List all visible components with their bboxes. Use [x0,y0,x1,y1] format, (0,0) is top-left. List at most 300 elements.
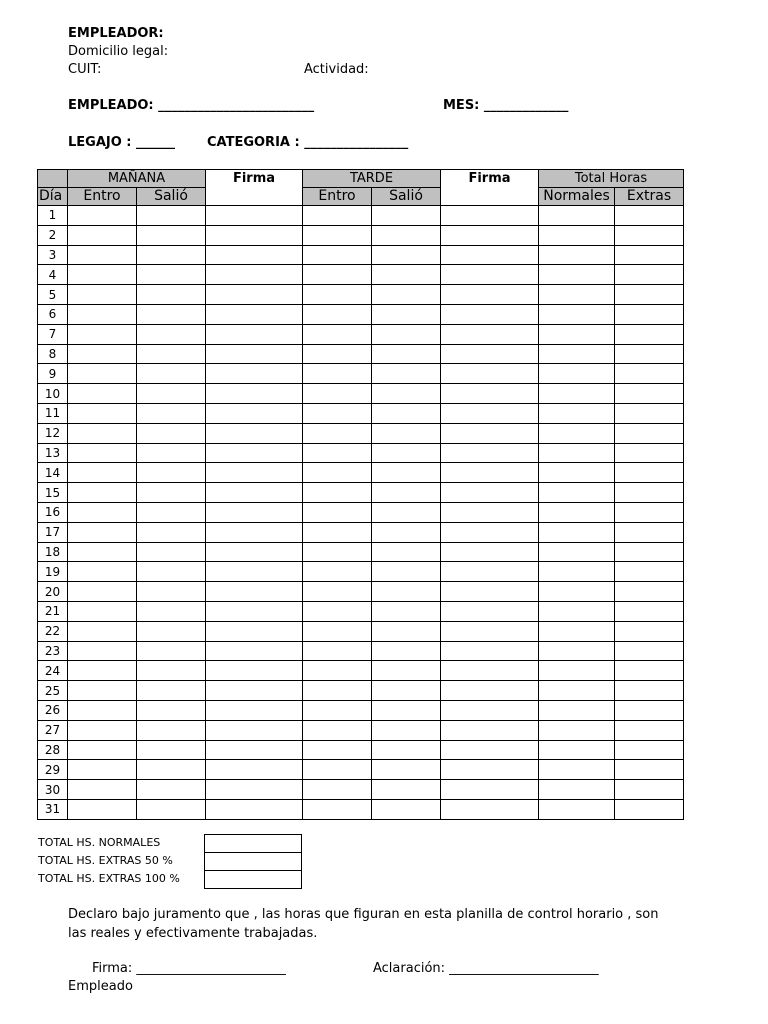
entro-manana-cell[interactable] [68,265,137,285]
salio-tarde-cell[interactable] [372,740,441,760]
entro-tarde-cell[interactable] [303,206,372,226]
table-row [38,720,684,740]
entro-manana-cell[interactable] [68,324,137,344]
manana-header: MAÑANA [68,170,206,188]
salio-manana-cell[interactable] [137,700,206,720]
firma-tarde-cell[interactable] [441,502,539,522]
entro-manana-cell[interactable] [68,344,137,364]
day-number: 3 [38,245,68,265]
salio-manana-cell[interactable] [137,225,206,245]
entro-tarde-cell[interactable] [303,483,372,503]
declaration-line-2: las reales y efectivamente trabajadas. [68,926,318,941]
entro-tarde-cell[interactable] [303,661,372,681]
day-number: 14 [38,463,68,483]
entro-manana-cell[interactable] [68,661,137,681]
extras-cell[interactable] [615,542,684,562]
extras-cell[interactable] [615,265,684,285]
extras-cell[interactable] [615,601,684,621]
firma-tarde-cell[interactable] [441,542,539,562]
firma-tarde-cell[interactable] [441,621,539,641]
table-row [38,700,684,720]
firma-manana-cell[interactable] [206,780,303,800]
entro-manana-cell[interactable] [68,463,137,483]
firma-tarde-cell[interactable] [441,641,539,661]
firma-manana-cell[interactable] [206,225,303,245]
firma-manana-cell[interactable] [206,265,303,285]
entro-tarde-cell[interactable] [303,463,372,483]
firma-manana-cell[interactable] [206,206,303,226]
salio-tarde-cell[interactable] [372,720,441,740]
firma-manana-cell[interactable] [206,542,303,562]
corner-cell [38,170,68,188]
table-row [38,661,684,681]
extras-cell[interactable] [615,661,684,681]
normales-cell[interactable] [539,285,615,305]
salio-tarde-cell[interactable] [372,364,441,384]
firma-tarde-cell[interactable] [441,225,539,245]
salio-tarde-cell[interactable] [372,681,441,701]
entro-tarde-cell[interactable] [303,621,372,641]
firma-manana-cell[interactable] [206,403,303,423]
day-number: 10 [38,384,68,404]
firma-manana-cell[interactable] [206,799,303,819]
firma-manana-cell[interactable] [206,463,303,483]
salio-tarde-cell[interactable] [372,661,441,681]
entro-tarde-cell[interactable] [303,502,372,522]
entro-manana-cell[interactable] [68,641,137,661]
normales-cell[interactable] [539,700,615,720]
firma-manana-cell[interactable] [206,502,303,522]
firma-tarde-cell[interactable] [441,403,539,423]
entro-manana-cell[interactable] [68,720,137,740]
salio-manana-cell[interactable] [137,265,206,285]
firma-manana-cell[interactable] [206,364,303,384]
firma-manana-cell[interactable] [206,760,303,780]
entro-manana-cell[interactable] [68,384,137,404]
normales-cell[interactable] [539,483,615,503]
entro-manana-cell[interactable] [68,780,137,800]
normales-cell[interactable] [539,641,615,661]
extras-cell[interactable] [615,562,684,582]
table-row [38,344,684,364]
salio-tarde-cell[interactable] [372,324,441,344]
entro-manana-cell[interactable] [68,443,137,463]
firma-tarde-cell[interactable] [441,582,539,602]
extras-cell[interactable] [615,225,684,245]
salio-manana-cell[interactable] [137,423,206,443]
table-row [38,265,684,285]
entro-manana-cell[interactable] [68,799,137,819]
normales-cell[interactable] [539,403,615,423]
total-horas-header: Total Horas [539,170,684,188]
salio-tarde-cell[interactable] [372,403,441,423]
entro-tarde-cell[interactable] [303,681,372,701]
firma-manana-cell[interactable] [206,285,303,305]
firma-manana-cell[interactable] [206,700,303,720]
normales-cell[interactable] [539,720,615,740]
firma-manana-cell[interactable] [206,720,303,740]
extras-cell[interactable] [615,681,684,701]
extras-cell[interactable] [615,799,684,819]
extras-cell[interactable] [615,285,684,305]
salio-tarde-cell[interactable] [372,483,441,503]
entro-tarde-header: Entro [303,188,372,206]
extras-cell[interactable] [615,384,684,404]
entro-manana-cell[interactable] [68,423,137,443]
entro-manana-cell[interactable] [68,621,137,641]
salio-tarde-cell[interactable] [372,245,441,265]
salio-manana-cell[interactable] [137,799,206,819]
firma-manana-cell[interactable] [206,641,303,661]
normales-cell[interactable] [539,681,615,701]
salio-manana-cell[interactable] [137,384,206,404]
firma-tarde-cell[interactable] [441,780,539,800]
salio-manana-cell[interactable] [137,403,206,423]
extras-cell[interactable] [615,760,684,780]
entro-manana-cell[interactable] [68,542,137,562]
salio-manana-cell[interactable] [137,621,206,641]
salio-tarde-cell[interactable] [372,522,441,542]
extras-cell[interactable] [615,324,684,344]
entro-manana-cell[interactable] [68,582,137,602]
salio-manana-cell[interactable] [137,522,206,542]
extras-cell[interactable] [615,522,684,542]
extras-cell[interactable] [615,582,684,602]
normales-cell[interactable] [539,621,615,641]
salio-manana-cell[interactable] [137,324,206,344]
entro-tarde-cell[interactable] [303,265,372,285]
firma-manana-cell[interactable] [206,384,303,404]
entro-tarde-cell[interactable] [303,403,372,423]
entro-tarde-cell[interactable] [303,700,372,720]
salio-tarde-cell[interactable] [372,502,441,522]
entro-manana-cell[interactable] [68,681,137,701]
salio-manana-cell[interactable] [137,661,206,681]
salio-tarde-cell[interactable] [372,780,441,800]
extras-cell[interactable] [615,403,684,423]
entro-manana-cell[interactable] [68,502,137,522]
entro-manana-cell[interactable] [68,403,137,423]
normales-cell[interactable] [539,760,615,780]
firma-manana-cell[interactable] [206,582,303,602]
salio-manana-cell[interactable] [137,601,206,621]
firma-manana-cell[interactable] [206,245,303,265]
salio-manana-cell[interactable] [137,344,206,364]
entro-manana-cell[interactable] [68,760,137,780]
day-number: 24 [38,661,68,681]
salio-tarde-cell[interactable] [372,225,441,245]
firma-manana-cell[interactable] [206,443,303,463]
entro-manana-cell[interactable] [68,740,137,760]
normales-cell[interactable] [539,265,615,285]
entro-tarde-cell[interactable] [303,760,372,780]
firma-manana-cell[interactable] [206,661,303,681]
salio-tarde-cell[interactable] [372,542,441,562]
salio-manana-cell[interactable] [137,304,206,324]
firma-tarde-cell[interactable] [441,740,539,760]
normales-cell[interactable] [539,562,615,582]
normales-cell[interactable] [539,502,615,522]
firma-tarde-cell[interactable] [441,760,539,780]
firma-manana-cell[interactable] [206,562,303,582]
firma-tarde-cell[interactable] [441,562,539,582]
salio-manana-cell[interactable] [137,364,206,384]
table-row [38,245,684,265]
salio-manana-cell[interactable] [137,562,206,582]
normales-cell[interactable] [539,206,615,226]
entro-tarde-cell[interactable] [303,601,372,621]
extras-cell[interactable] [615,700,684,720]
normales-cell[interactable] [539,542,615,562]
normales-cell[interactable] [539,799,615,819]
day-number: 28 [38,740,68,760]
aclaracion-field: Aclaración: _______________________ [373,961,599,976]
total-extras50-cell[interactable] [205,853,302,871]
firma-manana-header: Firma [206,170,303,206]
entro-manana-cell[interactable] [68,483,137,503]
entro-tarde-cell[interactable] [303,364,372,384]
extras-cell[interactable] [615,304,684,324]
entro-tarde-cell[interactable] [303,304,372,324]
day-number: 20 [38,582,68,602]
salio-tarde-cell[interactable] [372,760,441,780]
entro-manana-cell[interactable] [68,364,137,384]
salio-manana-cell[interactable] [137,285,206,305]
extras-cell[interactable] [615,344,684,364]
table-row [38,483,684,503]
salio-manana-cell[interactable] [137,780,206,800]
salio-tarde-cell[interactable] [372,384,441,404]
total-normales-label: TOTAL HS. NORMALES [38,836,161,849]
firma-manana-cell[interactable] [206,324,303,344]
firma-tarde-cell[interactable] [441,700,539,720]
extras-cell[interactable] [615,423,684,443]
normales-cell[interactable] [539,463,615,483]
entro-manana-cell[interactable] [68,285,137,305]
entro-tarde-cell[interactable] [303,344,372,364]
firma-manana-cell[interactable] [206,423,303,443]
total-extras100-cell[interactable] [205,871,302,889]
day-number: 6 [38,304,68,324]
entro-tarde-cell[interactable] [303,799,372,819]
normales-cell[interactable] [539,245,615,265]
entro-tarde-cell[interactable] [303,443,372,463]
firma-tarde-cell[interactable] [441,265,539,285]
firma-tarde-cell[interactable] [441,799,539,819]
normales-cell[interactable] [539,423,615,443]
salio-tarde-cell[interactable] [372,799,441,819]
firma-tarde-cell[interactable] [441,720,539,740]
firma-tarde-cell[interactable] [441,601,539,621]
table-row [38,780,684,800]
firma-tarde-cell[interactable] [441,324,539,344]
firma-tarde-cell[interactable] [441,384,539,404]
entro-tarde-cell[interactable] [303,245,372,265]
firma-manana-cell[interactable] [206,621,303,641]
extras-cell[interactable] [615,621,684,641]
entro-tarde-cell[interactable] [303,780,372,800]
firma-tarde-cell[interactable] [441,245,539,265]
extras-cell[interactable] [615,720,684,740]
entro-tarde-cell[interactable] [303,720,372,740]
day-number: 22 [38,621,68,641]
day-number: 19 [38,562,68,582]
entro-tarde-cell[interactable] [303,641,372,661]
entro-tarde-cell[interactable] [303,582,372,602]
entro-tarde-cell[interactable] [303,542,372,562]
normales-cell[interactable] [539,661,615,681]
day-number: 13 [38,443,68,463]
entro-tarde-cell[interactable] [303,562,372,582]
salio-tarde-cell[interactable] [372,304,441,324]
extras-cell[interactable] [615,364,684,384]
extras-cell[interactable] [615,463,684,483]
declaration-line-1: Declaro bajo juramento que , las horas que figuran en esta planilla de control horario , son [68,907,659,922]
salio-tarde-cell[interactable] [372,700,441,720]
firma-tarde-cell[interactable] [441,522,539,542]
extras-cell[interactable] [615,443,684,463]
salio-tarde-cell[interactable] [372,582,441,602]
table-row [38,621,684,641]
extras-cell[interactable] [615,245,684,265]
firma-manana-cell[interactable] [206,601,303,621]
day-number: 21 [38,601,68,621]
salio-tarde-cell[interactable] [372,562,441,582]
salio-manana-cell[interactable] [137,582,206,602]
extras-header: Extras [615,188,684,206]
salio-tarde-cell[interactable] [372,443,441,463]
day-number: 7 [38,324,68,344]
empleado-caption: Empleado [68,979,133,994]
extras-cell[interactable] [615,740,684,760]
salio-manana-cell[interactable] [137,720,206,740]
salio-tarde-cell[interactable] [372,206,441,226]
extras-cell[interactable] [615,502,684,522]
entro-tarde-cell[interactable] [303,225,372,245]
entro-tarde-cell[interactable] [303,324,372,344]
firma-tarde-cell[interactable] [441,483,539,503]
salio-manana-cell[interactable] [137,641,206,661]
salio-tarde-cell[interactable] [372,601,441,621]
firma-tarde-cell[interactable] [441,304,539,324]
firma-tarde-cell[interactable] [441,423,539,443]
firma-manana-cell[interactable] [206,304,303,324]
entro-manana-cell[interactable] [68,206,137,226]
day-number: 27 [38,720,68,740]
table-row [38,225,684,245]
salio-manana-cell[interactable] [137,681,206,701]
normales-cell[interactable] [539,601,615,621]
firma-tarde-cell[interactable] [441,661,539,681]
firma-tarde-cell[interactable] [441,463,539,483]
normales-cell[interactable] [539,304,615,324]
firma-manana-cell[interactable] [206,740,303,760]
firma-manana-cell[interactable] [206,681,303,701]
salio-tarde-cell[interactable] [372,285,441,305]
entro-manana-cell[interactable] [68,225,137,245]
entro-tarde-cell[interactable] [303,423,372,443]
salio-manana-cell[interactable] [137,206,206,226]
entro-manana-cell[interactable] [68,522,137,542]
salio-manana-cell[interactable] [137,542,206,562]
extras-cell[interactable] [615,641,684,661]
salio-manana-header: Salió [137,188,206,206]
normales-cell[interactable] [539,443,615,463]
table-row [38,601,684,621]
normales-cell[interactable] [539,225,615,245]
firma-manana-cell[interactable] [206,522,303,542]
salio-manana-cell[interactable] [137,443,206,463]
entro-manana-cell[interactable] [68,304,137,324]
firma-tarde-cell[interactable] [441,344,539,364]
salio-tarde-cell[interactable] [372,621,441,641]
normales-cell[interactable] [539,344,615,364]
extras-cell[interactable] [615,206,684,226]
extras-cell[interactable] [615,780,684,800]
salio-tarde-cell[interactable] [372,641,441,661]
entro-tarde-cell[interactable] [303,740,372,760]
table-row [38,443,684,463]
salio-manana-cell[interactable] [137,483,206,503]
day-number: 9 [38,364,68,384]
normales-header: Normales [539,188,615,206]
firma-manana-cell[interactable] [206,344,303,364]
salio-tarde-cell[interactable] [372,423,441,443]
entro-tarde-cell[interactable] [303,384,372,404]
day-number: 1 [38,206,68,226]
normales-cell[interactable] [539,384,615,404]
total-extras100-label: TOTAL HS. EXTRAS 100 % [38,872,180,885]
salio-manana-cell[interactable] [137,760,206,780]
empleador-label: EMPLEADOR: [68,26,164,41]
normales-cell[interactable] [539,780,615,800]
normales-cell[interactable] [539,740,615,760]
firma-tarde-cell[interactable] [441,206,539,226]
salio-manana-cell[interactable] [137,740,206,760]
firma-tarde-cell[interactable] [441,285,539,305]
table-row [38,542,684,562]
total-normales-cell[interactable] [205,835,302,853]
firma-manana-cell[interactable] [206,483,303,503]
salio-manana-cell[interactable] [137,245,206,265]
total-extras50-label: TOTAL HS. EXTRAS 50 % [38,854,173,867]
mes-field: MES: _____________ [443,98,569,113]
entro-tarde-cell[interactable] [303,522,372,542]
salio-tarde-cell[interactable] [372,463,441,483]
normales-cell[interactable] [539,582,615,602]
entro-tarde-cell[interactable] [303,285,372,305]
salio-manana-cell[interactable] [137,463,206,483]
entro-manana-cell[interactable] [68,562,137,582]
empleado-field: EMPLEADO: ________________________ [68,98,315,113]
salio-tarde-cell[interactable] [372,344,441,364]
table-row [38,324,684,344]
firma-tarde-cell[interactable] [441,364,539,384]
salio-tarde-cell[interactable] [372,265,441,285]
salio-manana-cell[interactable] [137,502,206,522]
day-number: 4 [38,265,68,285]
firma-tarde-cell[interactable] [441,443,539,463]
entro-manana-cell[interactable] [68,245,137,265]
normales-cell[interactable] [539,364,615,384]
normales-cell[interactable] [539,324,615,344]
table-row [38,403,684,423]
normales-cell[interactable] [539,522,615,542]
firma-tarde-cell[interactable] [441,681,539,701]
extras-cell[interactable] [615,483,684,503]
entro-manana-cell[interactable] [68,601,137,621]
entro-manana-cell[interactable] [68,700,137,720]
